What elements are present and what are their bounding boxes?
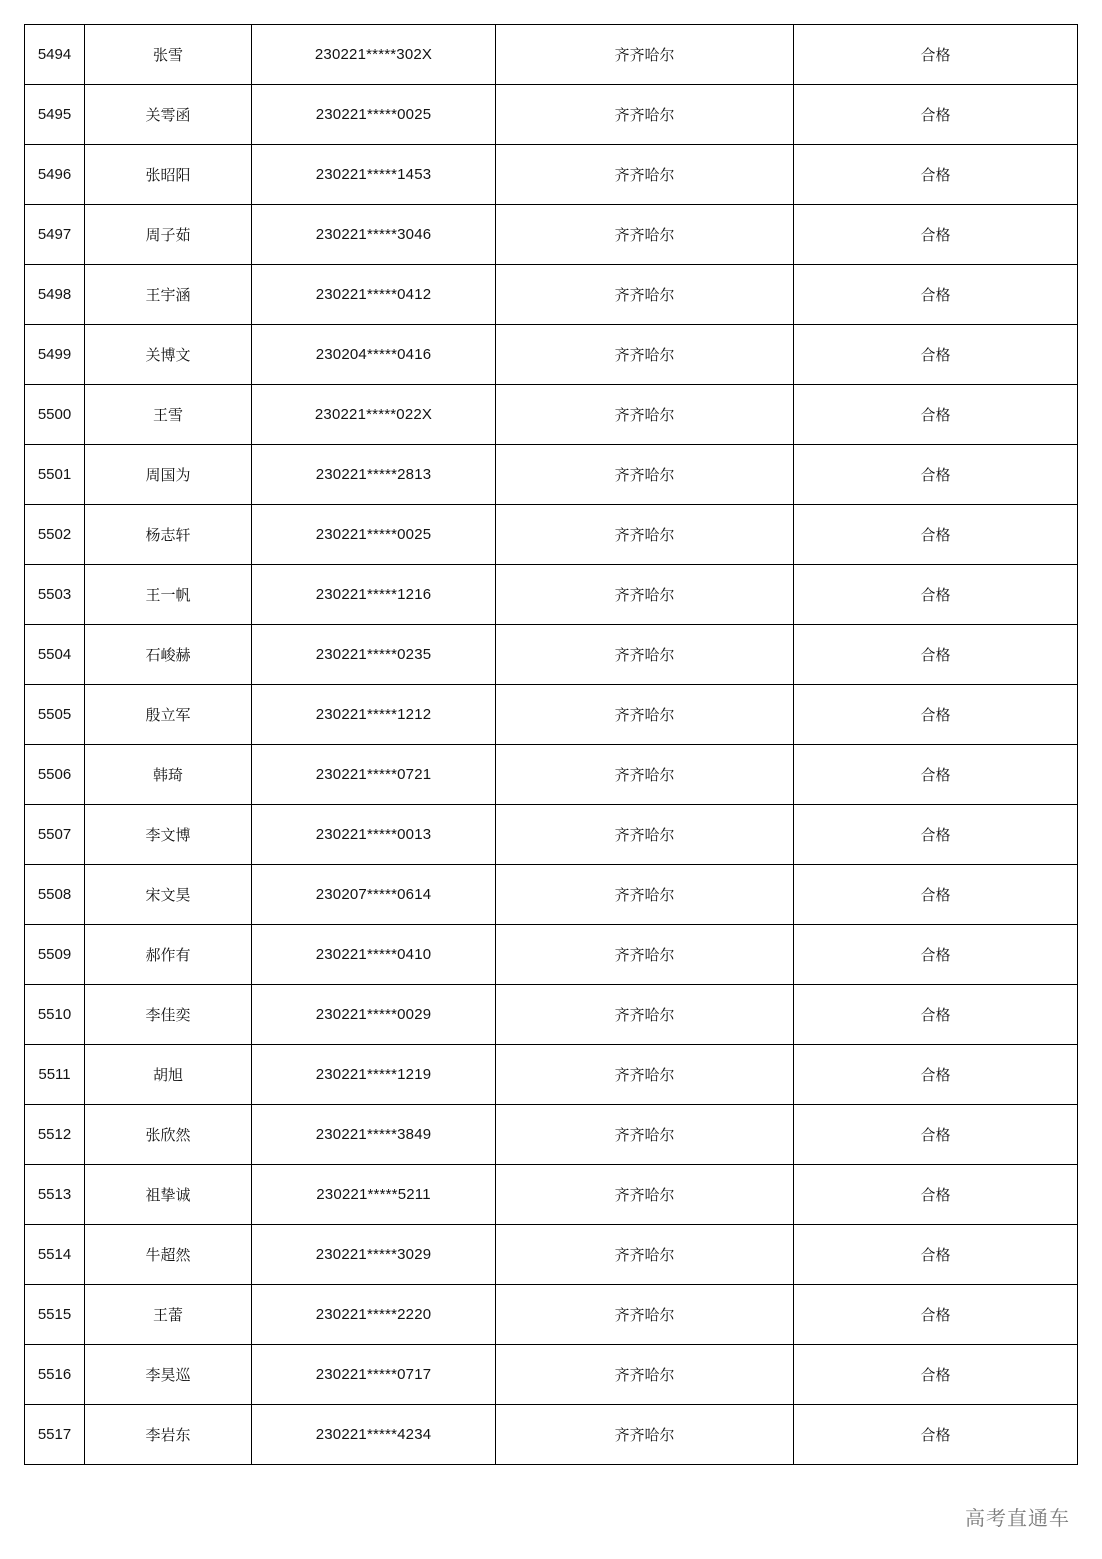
city-cell: 齐齐哈尔	[496, 1165, 794, 1225]
roster-sheet	[24, 24, 1077, 1465]
name-cell: 祖挚诚	[85, 1165, 252, 1225]
id-number-cell: 230221*****0410	[252, 925, 496, 985]
result-cell: 合格	[794, 685, 1078, 745]
city-cell: 齐齐哈尔	[496, 685, 794, 745]
serial-number-cell: 5496	[25, 145, 85, 205]
id-number-cell: 230221*****0025	[252, 505, 496, 565]
serial-number-cell: 5513	[25, 1165, 85, 1225]
id-number-cell: 230221*****3029	[252, 1225, 496, 1285]
result-cell: 合格	[794, 1345, 1078, 1405]
city-cell: 齐齐哈尔	[496, 445, 794, 505]
result-cell: 合格	[794, 565, 1078, 625]
id-number-cell: 230221*****1453	[252, 145, 496, 205]
city-cell: 齐齐哈尔	[496, 1105, 794, 1165]
serial-number-cell: 5506	[25, 745, 85, 805]
city-cell: 齐齐哈尔	[496, 1345, 794, 1405]
city-cell: 齐齐哈尔	[496, 85, 794, 145]
city-cell: 齐齐哈尔	[496, 145, 794, 205]
serial-number-cell: 5501	[25, 445, 85, 505]
id-number-cell: 230221*****1216	[252, 565, 496, 625]
name-cell: 张昭阳	[85, 145, 252, 205]
serial-number-cell: 5512	[25, 1105, 85, 1165]
name-cell: 李文博	[85, 805, 252, 865]
city-cell: 齐齐哈尔	[496, 1285, 794, 1345]
serial-number-cell: 5510	[25, 985, 85, 1045]
city-cell: 齐齐哈尔	[496, 1405, 794, 1465]
serial-number-cell: 5500	[25, 385, 85, 445]
result-cell: 合格	[794, 745, 1078, 805]
result-cell: 合格	[794, 625, 1078, 685]
table-row	[25, 505, 1078, 565]
result-cell: 合格	[794, 1285, 1078, 1345]
name-cell: 杨志轩	[85, 505, 252, 565]
table-row	[25, 865, 1078, 925]
city-cell: 齐齐哈尔	[496, 805, 794, 865]
city-cell: 齐齐哈尔	[496, 385, 794, 445]
city-cell: 齐齐哈尔	[496, 565, 794, 625]
city-cell: 齐齐哈尔	[496, 625, 794, 685]
serial-number-cell: 5494	[25, 25, 85, 85]
table-row	[25, 565, 1078, 625]
serial-number-cell: 5502	[25, 505, 85, 565]
serial-number-cell: 5504	[25, 625, 85, 685]
id-number-cell: 230221*****302X	[252, 25, 496, 85]
table-row	[25, 1165, 1078, 1225]
name-cell: 王宇涵	[85, 265, 252, 325]
name-cell: 李昊巡	[85, 1345, 252, 1405]
name-cell: 殷立军	[85, 685, 252, 745]
result-cell: 合格	[794, 505, 1078, 565]
city-cell: 齐齐哈尔	[496, 865, 794, 925]
name-cell: 牛超然	[85, 1225, 252, 1285]
table-row	[25, 805, 1078, 865]
id-number-cell: 230221*****022X	[252, 385, 496, 445]
id-number-cell: 230221*****5211	[252, 1165, 496, 1225]
name-cell: 郝作有	[85, 925, 252, 985]
serial-number-cell: 5509	[25, 925, 85, 985]
id-number-cell: 230221*****4234	[252, 1405, 496, 1465]
table-row	[25, 1045, 1078, 1105]
result-cell: 合格	[794, 25, 1078, 85]
city-cell: 齐齐哈尔	[496, 745, 794, 805]
name-cell: 张欣然	[85, 1105, 252, 1165]
serial-number-cell: 5499	[25, 325, 85, 385]
result-cell: 合格	[794, 865, 1078, 925]
serial-number-cell: 5505	[25, 685, 85, 745]
name-cell: 李岩东	[85, 1405, 252, 1465]
result-cell: 合格	[794, 325, 1078, 385]
city-cell: 齐齐哈尔	[496, 925, 794, 985]
roster-table-body	[25, 25, 1078, 1465]
id-number-cell: 230221*****2813	[252, 445, 496, 505]
table-row	[25, 745, 1078, 805]
serial-number-cell: 5515	[25, 1285, 85, 1345]
result-cell: 合格	[794, 805, 1078, 865]
id-number-cell: 230221*****0721	[252, 745, 496, 805]
table-row	[25, 625, 1078, 685]
name-cell: 关博文	[85, 325, 252, 385]
id-number-cell: 230221*****0025	[252, 85, 496, 145]
table-row	[25, 1345, 1078, 1405]
id-number-cell: 230221*****1219	[252, 1045, 496, 1105]
table-row	[25, 205, 1078, 265]
result-cell: 合格	[794, 1045, 1078, 1105]
serial-number-cell: 5503	[25, 565, 85, 625]
result-cell: 合格	[794, 145, 1078, 205]
table-row	[25, 445, 1078, 505]
roster-table	[24, 24, 1078, 1465]
serial-number-cell: 5517	[25, 1405, 85, 1465]
serial-number-cell: 5516	[25, 1345, 85, 1405]
city-cell: 齐齐哈尔	[496, 205, 794, 265]
city-cell: 齐齐哈尔	[496, 265, 794, 325]
table-row	[25, 685, 1078, 745]
name-cell: 胡旭	[85, 1045, 252, 1105]
watermark-logo: 高考直通车	[961, 1502, 1074, 1531]
table-row	[25, 325, 1078, 385]
id-number-cell: 230221*****2220	[252, 1285, 496, 1345]
id-number-cell: 230221*****3046	[252, 205, 496, 265]
serial-number-cell: 5495	[25, 85, 85, 145]
table-row	[25, 1225, 1078, 1285]
id-number-cell: 230221*****0235	[252, 625, 496, 685]
id-number-cell: 230221*****0013	[252, 805, 496, 865]
id-number-cell: 230221*****0717	[252, 1345, 496, 1405]
serial-number-cell: 5507	[25, 805, 85, 865]
id-number-cell: 230221*****0412	[252, 265, 496, 325]
table-row	[25, 265, 1078, 325]
result-cell: 合格	[794, 205, 1078, 265]
serial-number-cell: 5508	[25, 865, 85, 925]
result-cell: 合格	[794, 1105, 1078, 1165]
serial-number-cell: 5514	[25, 1225, 85, 1285]
name-cell: 王蕾	[85, 1285, 252, 1345]
name-cell: 王雪	[85, 385, 252, 445]
result-cell: 合格	[794, 445, 1078, 505]
serial-number-cell: 5511	[25, 1045, 85, 1105]
table-row	[25, 925, 1078, 985]
id-number-cell: 230221*****1212	[252, 685, 496, 745]
name-cell: 张雪	[85, 25, 252, 85]
serial-number-cell: 5497	[25, 205, 85, 265]
result-cell: 合格	[794, 1405, 1078, 1465]
name-cell: 王一帆	[85, 565, 252, 625]
result-cell: 合格	[794, 985, 1078, 1045]
table-row	[25, 25, 1078, 85]
serial-number-cell: 5498	[25, 265, 85, 325]
city-cell: 齐齐哈尔	[496, 325, 794, 385]
result-cell: 合格	[794, 85, 1078, 145]
city-cell: 齐齐哈尔	[496, 505, 794, 565]
table-row	[25, 1405, 1078, 1465]
table-row	[25, 85, 1078, 145]
id-number-cell: 230221*****3849	[252, 1105, 496, 1165]
result-cell: 合格	[794, 925, 1078, 985]
name-cell: 韩琦	[85, 745, 252, 805]
id-number-cell: 230204*****0416	[252, 325, 496, 385]
name-cell: 宋文昊	[85, 865, 252, 925]
result-cell: 合格	[794, 1165, 1078, 1225]
name-cell: 李佳奕	[85, 985, 252, 1045]
result-cell: 合格	[794, 1225, 1078, 1285]
name-cell: 周国为	[85, 445, 252, 505]
table-row	[25, 985, 1078, 1045]
result-cell: 合格	[794, 265, 1078, 325]
name-cell: 关雩函	[85, 85, 252, 145]
city-cell: 齐齐哈尔	[496, 1045, 794, 1105]
city-cell: 齐齐哈尔	[496, 25, 794, 85]
city-cell: 齐齐哈尔	[496, 1225, 794, 1285]
name-cell: 周子茹	[85, 205, 252, 265]
table-row	[25, 145, 1078, 205]
table-row	[25, 385, 1078, 445]
id-number-cell: 230221*****0029	[252, 985, 496, 1045]
name-cell: 石峻赫	[85, 625, 252, 685]
table-row	[25, 1285, 1078, 1345]
id-number-cell: 230207*****0614	[252, 865, 496, 925]
result-cell: 合格	[794, 385, 1078, 445]
table-row	[25, 1105, 1078, 1165]
city-cell: 齐齐哈尔	[496, 985, 794, 1045]
